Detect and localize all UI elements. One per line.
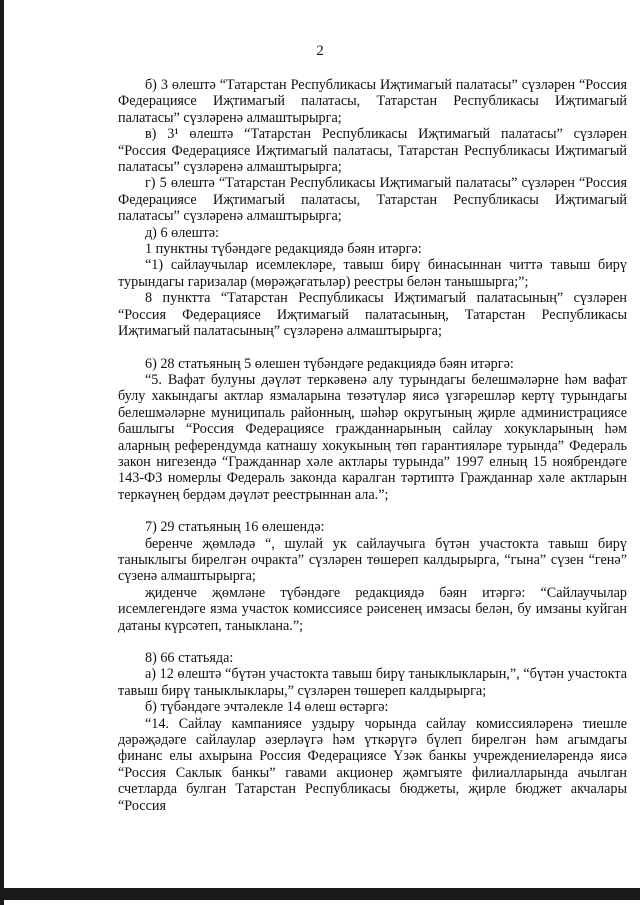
scan-edge-bottom <box>0 888 640 900</box>
paragraph: 6) 28 статьяның 5 өлешен түбәндәге редакциядә бәян итәргә: <box>144 355 514 372</box>
paragraph: в) 3¹ өлештә “Татарстан Республикасы Иҗтимагый палатасы” сүзләрен “Россия Федерациясе Иҗтимагый палатасы, Татарстан Республикасы Иҗтимагый палатасы” сүзләренә алмаштырырга; <box>118 126 627 176</box>
paragraph: 7) 29 статьяның 16 өлешендә: <box>144 519 325 536</box>
paragraph: “1) сайлаучылар исемлекләре, тавыш бирү бинасыннан читтә тавыш бирү турындагы гаризалар (мөрәҗәгатьләр) реестры белән танышырга;”; <box>118 257 627 290</box>
paragraph: б) түбәндәге эчтәлекле 14 өлеш өстәргә: <box>144 699 389 716</box>
paragraph: 8) 66 статьяда: <box>144 650 234 666</box>
paragraph: “5. Вафат булуны дәүләт теркәвенә алу турындагы белешмәләрне һәм вафат булу хакындагы актлар язмаларына төзәтүләр яисә үзгәрешләр кертү турындагы белешмәләрне муниципаль районның, шәһәр округының җирле администрациясе башлыгы “Россия Федерациясе гражданнарының сайлау хокукларының һәм аларның референдумда катнашу хокукының төп гарантияләре турында” Федераль закон нигезендә “Гражданнар хәле актлары турында” 1997 елның 15 ноябрендәге 143-ФЗ номерлы Федераль законда каралган тәртиптә Гражданнар хәле актларын теркәүнең бердәм дәүләт реестрыннан ала.”; <box>118 371 627 503</box>
paragraph: а) 12 өлештә “бүтән участокта тавыш бирү таныклыкларын,”, “бүтән участокта тавыш бирү таныклыклары,” сүзләрен төшереп калдырырга; <box>118 666 627 699</box>
paragraph: б) 3 өлештә “Татарстан Республикасы Иҗтимагый палатасы” сүзләрен “Россия Федерациясе Иҗтимагый палатасы, Татарстан Республикасы Иҗтимагый палатасы” сүзләренә алмаштырырга; <box>118 77 627 126</box>
paragraph-gap <box>118 634 627 650</box>
paragraph: “14. Сайлау кампаниясе уздыру чорында сайлау комиссияләренә тиешле дәрәҗәдәге сайлаулар әзерләүгә һәм үткәрүгә бүлеп бирелгән һәм агымдагы финанс елы ахырына Россия Федерациясе Үзәк банкы учреждениеләрендә яисә “Россия Саклык банкы” гавами акционер җәмгыяте филиалларында ачылган счетларда булган Татарстан Республикасы бюджеты, җирле бюджет акчалары “Россия <box>118 715 627 814</box>
paragraph: г) 5 өлештә “Татарстан Республикасы Иҗтимагый палатасы” сүзләрен “Россия Федерациясе Иҗтимагый палатасы, Татарстан Республикасы Иҗтимагый палатасы” сүзләренә алмаштырырга; <box>118 175 627 225</box>
paragraph: 1 пунктны түбәндәге редакциядә бәян итәргә: <box>144 241 422 258</box>
page-number: 2 <box>316 43 324 59</box>
paragraph-gap <box>118 503 627 519</box>
paragraph: беренче җөмләдә “, шулай ук сайлаучыга бүтән участокта тавыш бирү таныклыгы бирелгән очракта” сүзләрен төшереп калдырырга, “гына” сүзен “генә” сүзенә алмаштырырга; <box>118 535 627 585</box>
paragraph: җиденче җөмләне түбәндәге редакциядә бәян итәргә: “Сайлаучылар исемлегендәге язма участок комиссиясе рәисенең имзасы белән, бу имзаны куйган датаны күрсәтеп, таныклана.”; <box>118 584 627 634</box>
paragraph: 8 пунктта “Татарстан Республикасы Иҗтимагый палатасының” сүзләрен “Россия Федерациясе Иҗтимагый палатасының, Татарстан Республикасы Иҗтимагый палатасының” сүзләренә алмаштырырга; <box>118 290 627 340</box>
paragraph-gap <box>118 340 627 356</box>
document-body <box>118 77 627 814</box>
paragraph: д) 6 өлештә: <box>144 224 219 241</box>
scan-edge-left <box>0 0 4 905</box>
